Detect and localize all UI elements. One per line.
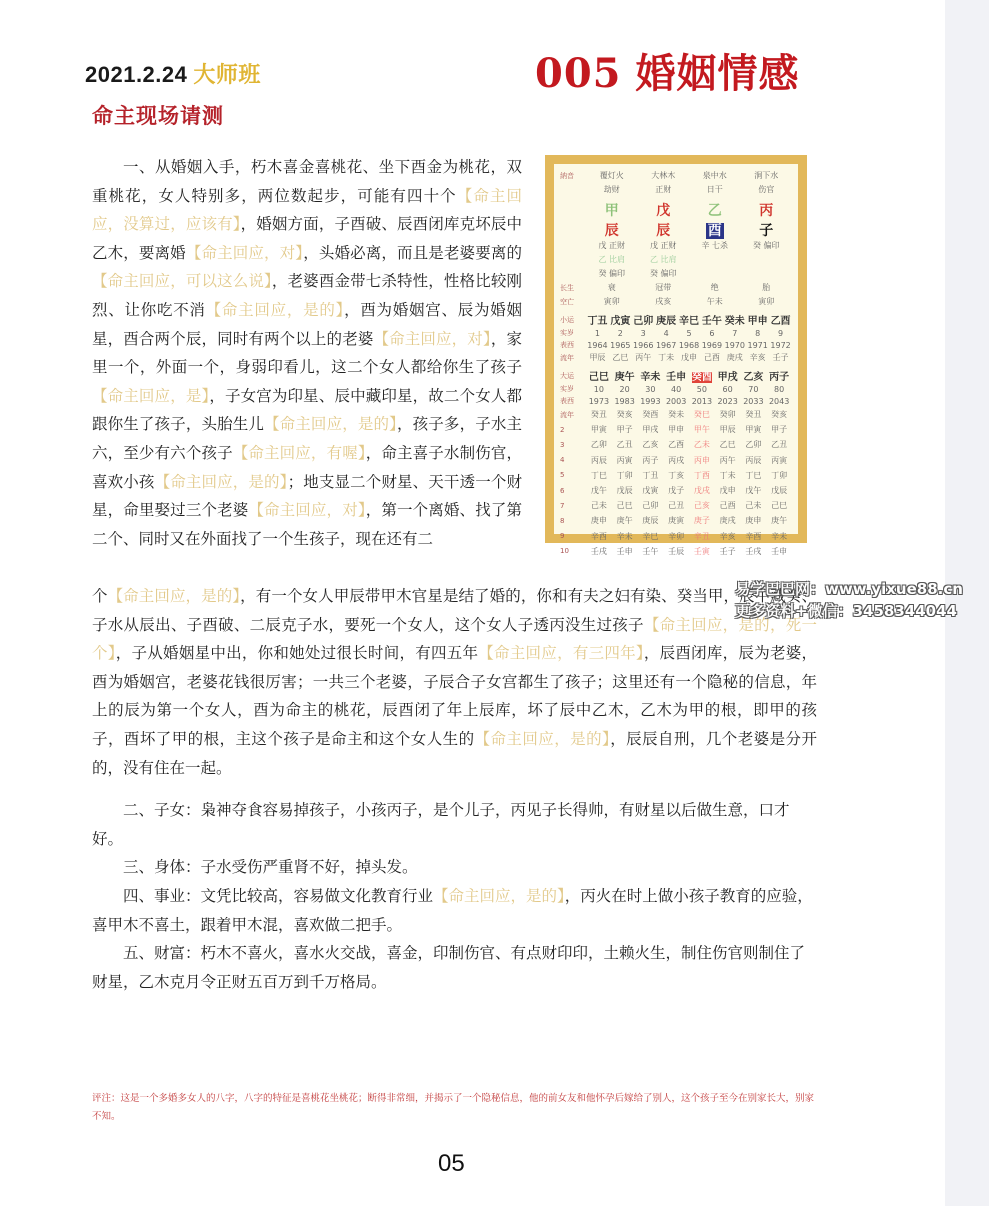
- chart-cell: 辰: [604, 223, 619, 239]
- chart-cell: 戊申: [681, 353, 697, 362]
- section-2: 二、子女：枭神夺食容易掉孩子，小孩丙子，是个儿子，丙见子长得帅，有财星以后做生意，口才好。: [92, 801, 790, 848]
- chart-cell: 1969: [701, 340, 723, 350]
- title-text: 婚姻情感: [635, 50, 800, 97]
- chart-cell: 癸卯: [719, 410, 736, 419]
- chart-cell: 正财: [655, 185, 672, 194]
- chart-cell: 丁巳: [590, 470, 607, 480]
- chart-cell: 酉: [707, 223, 722, 239]
- chart-cell: 庚寅: [668, 516, 685, 526]
- chart-cell: 戊寅: [610, 316, 631, 327]
- chart-row: [560, 312, 792, 327]
- chart-cell: 丙戌: [668, 455, 685, 465]
- chart-cell: 1983: [614, 396, 635, 406]
- chart-row-label: 7: [560, 501, 565, 510]
- chart-cell: 乙巳: [612, 353, 629, 362]
- chart-cell: 戊午: [745, 486, 762, 495]
- chart-cell: 己巳: [588, 372, 609, 383]
- body-text: ，辰辰自刑，几个老婆是分开的，没有住在一起。: [92, 729, 817, 777]
- chart-row: [560, 170, 792, 181]
- chart-row: [560, 340, 792, 350]
- body-text: ，命主喜子水制伤官，喜欢小孩: [92, 443, 522, 491]
- chart-row: [560, 546, 792, 557]
- chart-cell: 甲: [604, 203, 619, 219]
- chart-cell: 己卯: [642, 501, 659, 511]
- chart-cell: 戊 正财: [649, 241, 677, 250]
- chart-row-label: 实岁: [560, 385, 574, 393]
- chart-cell: 甲寅: [590, 425, 607, 435]
- chart-cell: 劫财: [603, 185, 620, 194]
- chart-cell: 辛酉: [590, 531, 607, 541]
- body-text: 一、从婚姻入手，朽木喜金喜桃花、坐下酉金为桃花，双重桃花，女人特别多，两位数起步，可能有四十个: [92, 158, 522, 205]
- subtitle: 命主现场请测: [92, 104, 224, 128]
- chart-cell: 辛酉: [745, 531, 762, 541]
- chart-cell: 壬午: [642, 546, 659, 556]
- chart-cell: 癸亥: [771, 410, 788, 419]
- chart-cell: 壬子: [772, 353, 789, 362]
- client-response: 【命主回应，是的】: [474, 729, 611, 748]
- chart-cell: 1964: [587, 340, 608, 350]
- chart-row: [560, 200, 792, 220]
- chart-cell: 辛未: [640, 372, 661, 383]
- client-response: 【命主回应，是的】: [264, 415, 398, 434]
- chart-cell: 壬午: [701, 316, 722, 327]
- chart-cell: 己酉: [703, 353, 720, 362]
- chart-cell: 壬申: [771, 546, 788, 556]
- chart-row: [560, 368, 792, 383]
- section-3: 三、身体：子水受伤严重肾不好，掉头发。: [123, 858, 418, 876]
- chart-cell: 2003: [665, 396, 687, 406]
- chart-cell: 伤官: [758, 185, 775, 194]
- class-name: 大师班: [193, 62, 261, 87]
- chart-cell: 50: [696, 384, 707, 394]
- watermark: [735, 578, 963, 622]
- chart-cell: 寅卯: [758, 297, 775, 306]
- chart-row: [560, 384, 792, 394]
- chart-cell: 1993: [640, 396, 661, 406]
- chart-cell: 丙午: [635, 353, 652, 362]
- chart-row-label: 小运: [560, 315, 574, 324]
- chart-row-label: 长生: [560, 283, 574, 292]
- section-1-continued: [92, 582, 817, 782]
- body-text: ，第一个离婚、找了第二个、同时又在外面找了一个生孩子，现在还有二: [92, 501, 522, 548]
- chart-cell: 5: [686, 328, 692, 338]
- chart-cell: 辛丑: [693, 531, 710, 541]
- chart-cell: 乙丑: [771, 440, 788, 450]
- chart-cell: 甲辰: [719, 425, 736, 435]
- chart-row-label: 8: [560, 516, 565, 525]
- chart-cell: 20: [619, 384, 630, 394]
- chart-cell: 60: [722, 384, 733, 394]
- chart-cell: 1970: [724, 340, 745, 350]
- chart-row: [560, 240, 792, 251]
- chart-cell: 壬申: [666, 372, 687, 383]
- chart-cell: 丁丑: [587, 316, 608, 327]
- title-number: 005: [535, 50, 622, 97]
- chart-cell: 辛卯: [668, 531, 685, 541]
- chart-cell: 辛亥: [749, 353, 766, 362]
- chart-cell: 壬寅: [693, 546, 710, 556]
- bazi-chart: [545, 155, 807, 556]
- chart-cell: 辛巳: [642, 531, 659, 541]
- client-response: 【命主回应，是的】: [433, 887, 565, 905]
- client-response: 【命主回应，可以这么说】: [92, 272, 272, 291]
- chart-cell: 冠带: [655, 283, 672, 292]
- chart-cell: 1967: [655, 340, 677, 350]
- chart-cell: 庚申: [745, 516, 762, 526]
- chart-row-label: 2: [560, 425, 565, 434]
- chart-cell: 甲申: [668, 425, 685, 435]
- chart-row-label: 表西: [560, 341, 574, 349]
- chart-cell: 丁卯: [771, 470, 788, 480]
- chart-cell: 4: [663, 328, 669, 338]
- chart-cell: 胎: [762, 283, 771, 292]
- chart-cell: 2043: [768, 396, 790, 406]
- chart-cell: 1965: [610, 340, 631, 350]
- chart-row-label: 9: [560, 532, 565, 541]
- chart-cell: 壬辰: [668, 546, 685, 556]
- chart-cell: 丙子: [642, 455, 659, 465]
- chart-cell: 40: [671, 384, 682, 394]
- chart-cell: 辰: [656, 223, 671, 239]
- chart-cell: 庚申: [590, 516, 607, 526]
- body-text: ，子从婚姻星中出，你和她处过很长时间，有四五年: [115, 644, 479, 663]
- chart-cell: 癸酉: [642, 410, 659, 419]
- chart-cell: 丁卯: [616, 470, 633, 480]
- chart-row-label: 10: [560, 547, 569, 556]
- body-text: ，头婚必离，而且是老婆要离的: [303, 243, 522, 262]
- client-response: 【命主回应，对】: [185, 243, 304, 262]
- chart-cell: 己酉: [719, 501, 736, 511]
- body-text: 个: [92, 587, 108, 605]
- chart-row: [560, 328, 792, 338]
- chart-cell: 乙亥: [642, 440, 659, 450]
- chart-cell: 衰: [607, 283, 616, 292]
- body-text: ，家里一个，外面一个，身弱印看儿，这二个女人都给你生了孩子: [92, 329, 522, 377]
- chart-cell: 辛亥: [719, 531, 736, 541]
- chart-cell: 癸巳: [693, 410, 710, 419]
- chart-cell: 庚戌: [719, 516, 736, 526]
- chart-cell: 1: [594, 328, 600, 338]
- chart-cell: 己未: [590, 501, 607, 511]
- chart-cell: 庚午: [616, 516, 633, 526]
- chart-cell: 2: [617, 328, 623, 338]
- section-4-text-cont: ，丙火在时上做小孩子教育的应验，喜甲木不喜土，跟着甲木混，喜欢做二把手。: [92, 887, 813, 934]
- chart-cell: 甲子: [771, 425, 788, 435]
- chart-cell: 癸 偏印: [598, 269, 626, 278]
- chart-cell: 甲申: [747, 316, 768, 327]
- chart-cell: 癸丑: [590, 410, 607, 419]
- chart-row-label: 流年: [560, 353, 574, 362]
- chart-cell: 2033: [743, 396, 764, 406]
- chart-row-label: 5: [560, 471, 565, 480]
- chart-cell: 丙午: [719, 455, 736, 465]
- chart-cell: 甲午: [693, 425, 710, 435]
- chart-cell: 甲辰: [589, 353, 606, 362]
- client-response: 【命主回应，对】: [373, 329, 491, 348]
- chart-cell: 己卯: [633, 316, 654, 327]
- chart-cell: 7: [732, 328, 738, 338]
- chart-row: [560, 515, 792, 526]
- chart-cell: 1972: [770, 340, 791, 350]
- chart-cell: 戊寅: [642, 486, 659, 495]
- chart-row: [560, 500, 792, 511]
- chart-row: [560, 220, 792, 240]
- chart-cell: 3: [640, 328, 646, 338]
- chart-cell: 午未: [706, 297, 723, 306]
- body-text: ，婚姻方面，子酉破、辰酉闭库克坏辰中乙木，要离婚: [92, 215, 522, 262]
- chart-cell: 辛巳: [679, 316, 699, 327]
- chart-cell: 辛 七杀: [701, 241, 729, 250]
- body-text: ，有一个女人甲辰带甲木官星是结了婚的，你和有夫之妇有染、癸当甲，辰中藏癸、子水从辰出、子酉破、二辰克子水，要死一个女人，这个女人子透丙没生过孩子: [92, 587, 817, 634]
- chart-cell: 癸 偏印: [649, 269, 677, 278]
- chart-row: [560, 439, 792, 450]
- chart-cell: 70: [748, 384, 759, 394]
- chart-cell: 2013: [691, 396, 713, 406]
- chart-cell: 8: [755, 328, 761, 338]
- chart-cell: 癸酉: [691, 372, 712, 383]
- page-title: [535, 42, 800, 99]
- chart-cell: 乙未: [693, 440, 710, 450]
- chart-cell: 1971: [747, 340, 768, 350]
- client-response: 【命主回应，是的】: [107, 587, 241, 605]
- chart-cell: 乙巳: [719, 440, 736, 450]
- body-text: ，酉为婚姻宫、辰为婚姻星，酉合两个辰，同时有两个以上的老婆: [92, 300, 522, 348]
- body-text: ，老婆酉金带七杀特性，性格比较刚烈、让你吃不消: [92, 272, 522, 319]
- chart-cell: 戊午: [590, 486, 607, 495]
- watermark-site: 易学巴巴网：www.yixue88.cn: [735, 580, 963, 598]
- chart-cell: 戊辰: [616, 486, 633, 495]
- chart-cell: 6: [709, 328, 715, 338]
- chart-row-label: 3: [560, 440, 565, 449]
- commentary-note: 评注：这是一个多婚多女人的八字，八字的特征是喜桃花坐桃花；断得非常细，并揭示了一个隐秘信息，他的前女友和他怀孕后嫁给了别人，这个孩子至今在别家长大，别家不知。: [92, 1093, 815, 1122]
- client-response: 【命主回应，有三四年】: [478, 644, 644, 663]
- chart-cell: 丁巳: [745, 470, 762, 480]
- chart-cell: 丁亥: [668, 470, 685, 480]
- client-response: 【命主回应，是的】: [154, 472, 288, 491]
- chart-cell: 乙酉: [668, 440, 685, 450]
- chart-cell: 1973: [588, 396, 610, 406]
- client-response: 【命主回应，是的】: [205, 300, 345, 319]
- chart-cell: 丙寅: [616, 455, 633, 465]
- client-response: 【命主回应，是的，死一个】: [92, 615, 817, 663]
- chart-cell: 庚子: [693, 516, 710, 526]
- chart-cell: 日干: [706, 185, 723, 194]
- chart-row-label: 空亡: [560, 297, 574, 306]
- chart-cell: 甲戌: [642, 425, 659, 435]
- chart-row: [560, 296, 792, 307]
- chart-cell: 癸未: [668, 410, 685, 419]
- chart-row: [560, 352, 792, 363]
- chart-cell: 癸未: [724, 316, 745, 327]
- section-1-wrapped: [92, 153, 522, 553]
- chart-cell: 覆灯火: [599, 171, 624, 180]
- chart-cell: 丁未: [719, 470, 736, 480]
- section-4-text: 四、事业：文凭比较高，容易做文化教育行业: [123, 887, 434, 905]
- chart-cell: 9: [778, 328, 784, 338]
- chart-cell: 乙 比肩: [598, 255, 626, 264]
- chart-cell: 丁未: [658, 353, 675, 362]
- chart-cell: 丙寅: [771, 455, 788, 465]
- chart-row-label: 納音: [560, 171, 574, 180]
- chart-cell: 涧下水: [754, 171, 779, 180]
- chart-row: [560, 254, 792, 265]
- watermark-wechat: 更多资料+微信：3458344044: [735, 602, 957, 620]
- chart-cell: 己巳: [771, 501, 788, 511]
- client-response: 【命主回应，有喔】: [232, 443, 366, 462]
- chart-cell: 甲戌: [717, 372, 738, 383]
- chart-cell: 丙辰: [745, 455, 762, 465]
- chart-row: [560, 470, 792, 481]
- chart-row-label: 流年: [560, 410, 574, 419]
- date-text: 2021.2.24: [85, 62, 188, 87]
- chart-cell: 戌亥: [655, 297, 672, 306]
- chart-cell: 丙辰: [590, 455, 607, 465]
- chart-cell: 庚辰: [656, 316, 677, 327]
- chart-cell: 癸亥: [616, 410, 633, 419]
- chart-cell: 己丑: [668, 501, 685, 511]
- chart-cell: 乙卯: [590, 440, 607, 450]
- chart-cell: 2023: [717, 396, 738, 406]
- chart-cell: 丁丑: [642, 470, 659, 480]
- chart-cell: 癸丑: [745, 410, 762, 419]
- client-response: 【命主回应，没算过，应该有】: [92, 186, 522, 234]
- chart-cell: 癸 偏印: [752, 241, 780, 250]
- chart-row-label: 表西: [560, 397, 574, 405]
- page-number: 05: [438, 1150, 465, 1177]
- chart-cell: 乙丑: [616, 440, 633, 450]
- chart-cell: 己巳: [616, 501, 633, 511]
- chart-cell: 庚午: [614, 372, 635, 383]
- chart-cell: 乙 比肩: [649, 255, 677, 264]
- body-text: ，孩子多，子水主六，至少有六个孩子: [92, 415, 522, 462]
- chart-row: [560, 282, 792, 293]
- chart-cell: 戊申: [719, 486, 736, 495]
- chart-cell: 大林木: [651, 171, 676, 180]
- chart-cell: 戊子: [668, 486, 685, 495]
- chart-cell: 壬申: [616, 546, 633, 556]
- chart-cell: 辛未: [771, 531, 788, 541]
- chart-cell: 绝: [710, 283, 719, 292]
- body-text: ；地支显二个财星、天干透一个财星，命里娶过三个老婆: [92, 472, 522, 520]
- chart-cell: 30: [645, 384, 656, 394]
- chart-cell: 1968: [678, 340, 700, 350]
- body-text: ，辰酉闭库，辰为老婆，酉为婚姻宫，老婆花钱很厉害；一共三个老婆，子辰合子女宫都生了孩子；这里还有一个隐秘的信息，年上的辰为第一个女人，酉为命主的桃花，辰酉闭了年上辰库，坏了辰中乙木，乙木为甲的根，即甲的孩子，酉坏了甲的根，主这个孩子是命主和这个女人生的: [92, 644, 817, 748]
- chart-row: [560, 268, 792, 279]
- chart-row-label: 6: [560, 486, 565, 495]
- chart-cell: 戊 正财: [598, 241, 626, 250]
- chart-cell: 壬戌: [590, 546, 607, 556]
- chart-cell: 丙申: [693, 455, 710, 465]
- chart-cell: 丙: [759, 203, 774, 219]
- chart-cell: 壬戌: [745, 546, 762, 556]
- chart-row-label: 实岁: [560, 329, 574, 337]
- chart-cell: 甲子: [616, 425, 633, 435]
- chart-cell: 庚辰: [642, 516, 659, 526]
- chart-cell: 子: [759, 223, 774, 239]
- chart-row: [560, 531, 792, 542]
- chart-cell: 泉中水: [702, 171, 727, 180]
- chart-cell: 庚午: [771, 516, 788, 526]
- chart-cell: 乙酉: [770, 316, 791, 327]
- chart-cell: 戊: [656, 203, 671, 219]
- chart-cell: 80: [774, 384, 785, 394]
- chart-cell: 10: [593, 384, 604, 394]
- chart-row-label: 4: [560, 456, 565, 465]
- chart-cell: 己亥: [693, 501, 710, 511]
- section-4: [92, 882, 817, 939]
- chart-cell: 1966: [633, 340, 654, 350]
- chart-row-label: 大运: [560, 371, 574, 380]
- body-text: ，子女宫为印星、辰中藏印星，故二个女人都跟你生了孩子，头胎生儿: [92, 386, 522, 434]
- chart-row: [560, 424, 792, 435]
- chart-row: [560, 396, 792, 406]
- chart-cell: 寅卯: [603, 297, 620, 306]
- class-date: [85, 58, 261, 89]
- client-response: 【命主回应，是】: [92, 386, 210, 405]
- chart-cell: 庚戌: [726, 353, 743, 362]
- section-5: 五、财富：朽木不喜火，喜水火交战，喜金，印制伤官、有点财印印，土赖火生，制住伤官则制住了财星，乙木克月令正财五百万到千万格局。: [92, 944, 806, 991]
- chart-row: [560, 184, 792, 195]
- client-response: 【命主回应，对】: [248, 501, 366, 520]
- chart-cell: 丁酉: [693, 470, 710, 480]
- chart-cell: 戊戌: [693, 486, 710, 495]
- chart-cell: 己未: [745, 501, 762, 511]
- chart-cell: 辛未: [616, 531, 633, 541]
- chart-row: [560, 455, 792, 466]
- chart-cell: 乙亥: [743, 372, 764, 383]
- chart-row: [560, 485, 792, 496]
- chart-row: [560, 409, 792, 420]
- chart-cell: 甲寅: [745, 425, 762, 435]
- chart-cell: 丙子: [769, 372, 790, 383]
- chart-cell: 壬子: [719, 546, 736, 556]
- chart-cell: 乙: [707, 203, 722, 219]
- chart-cell: 乙卯: [745, 440, 762, 450]
- chart-cell: 戊辰: [771, 486, 788, 495]
